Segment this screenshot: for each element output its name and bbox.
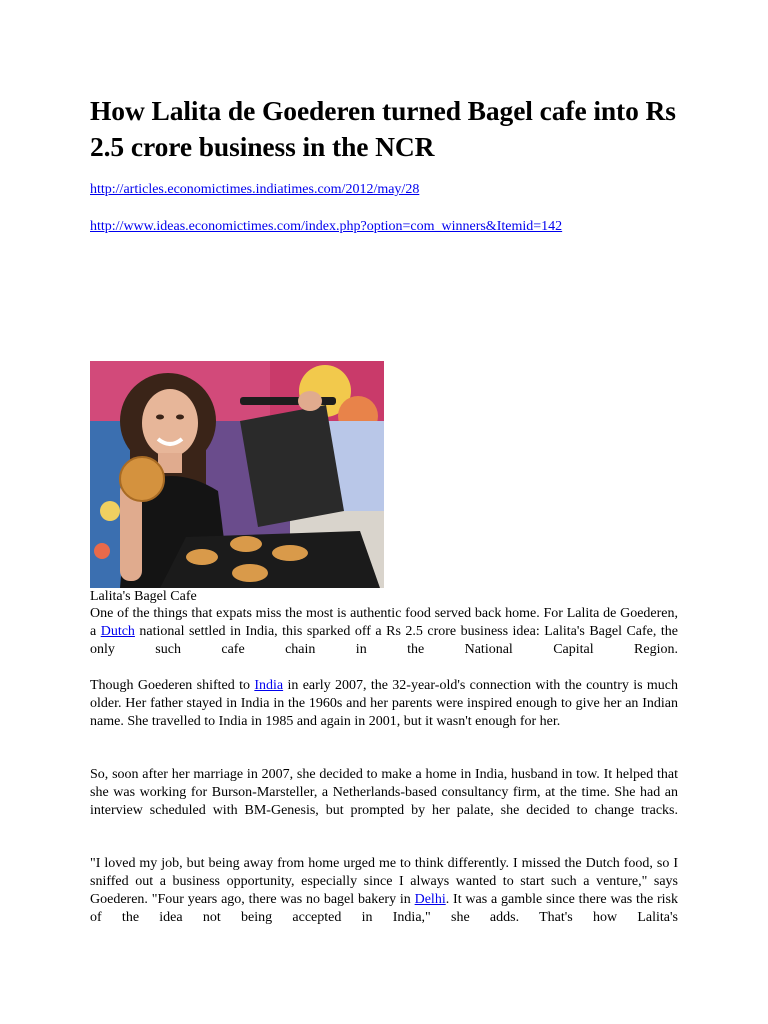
link-india[interactable]: India [254, 678, 284, 693]
link-delhi[interactable]: Delhi [414, 892, 446, 907]
article-photo [90, 361, 384, 588]
link-dutch[interactable]: Dutch [100, 624, 135, 639]
paragraph-4-text-a: "I loved my job, but being away from home urged me to think differently. I missed the Dutch food, so I sniffed out a business opportunity, especially since I always wanted to start such a venture," says Goederen. "Four years ago, there was no bagel bakery in [90, 856, 678, 907]
paragraph-1-text-a: One of the things that expats miss the most is authentic food served back home. For Lalita de Goederen, a [90, 606, 678, 639]
paragraph-3: So, soon after her marriage in 2007, she decided to make a home in India, husband in tow. It helped that she was working for Burson-Marsteller, a Netherlands-based consultancy firm, at the time. She had an interview scheduled with BM-Genesis, but prompted by her palate, she decided to change tracks. [90, 767, 678, 818]
photo-caption: Lalita's Bagel Cafe [90, 589, 197, 604]
paragraph-2-text-b: in early 2007, the 32-year-old's connection with the country is much older. Her father stayed in India in the 1960s and her parents were inspired enough to give her an Indian name. She travelled to India in 1985 and again in 2001, but it wasn't enough for her. [90, 678, 678, 729]
paragraph-4 [90, 855, 678, 927]
paragraph-2 [90, 677, 678, 731]
paragraph-1-text-b: national settled in India, this sparked off a Rs 2.5 crore business idea: Lalita's Bagel Cafe, the only such cafe chain in the National Capital Region. [90, 624, 678, 657]
paragraph-4-text-b: . It was a gamble since there was the risk of the idea not being accepted in India," she adds. That's how Lalita's [90, 892, 678, 925]
paragraph-1 [90, 605, 678, 659]
source-link-1[interactable]: http://articles.economictimes.indiatimes.com/2012/may/28 [90, 182, 420, 197]
article-title: How Lalita de Goederen turned Bagel cafe into Rs 2.5 crore business in the NCR [90, 95, 676, 162]
source-link-2[interactable]: http://www.ideas.economictimes.com/index.php?option=com_winners&Itemid=142 [90, 219, 563, 234]
paragraph-2-text-a: Though Goederen shifted to [90, 678, 255, 693]
